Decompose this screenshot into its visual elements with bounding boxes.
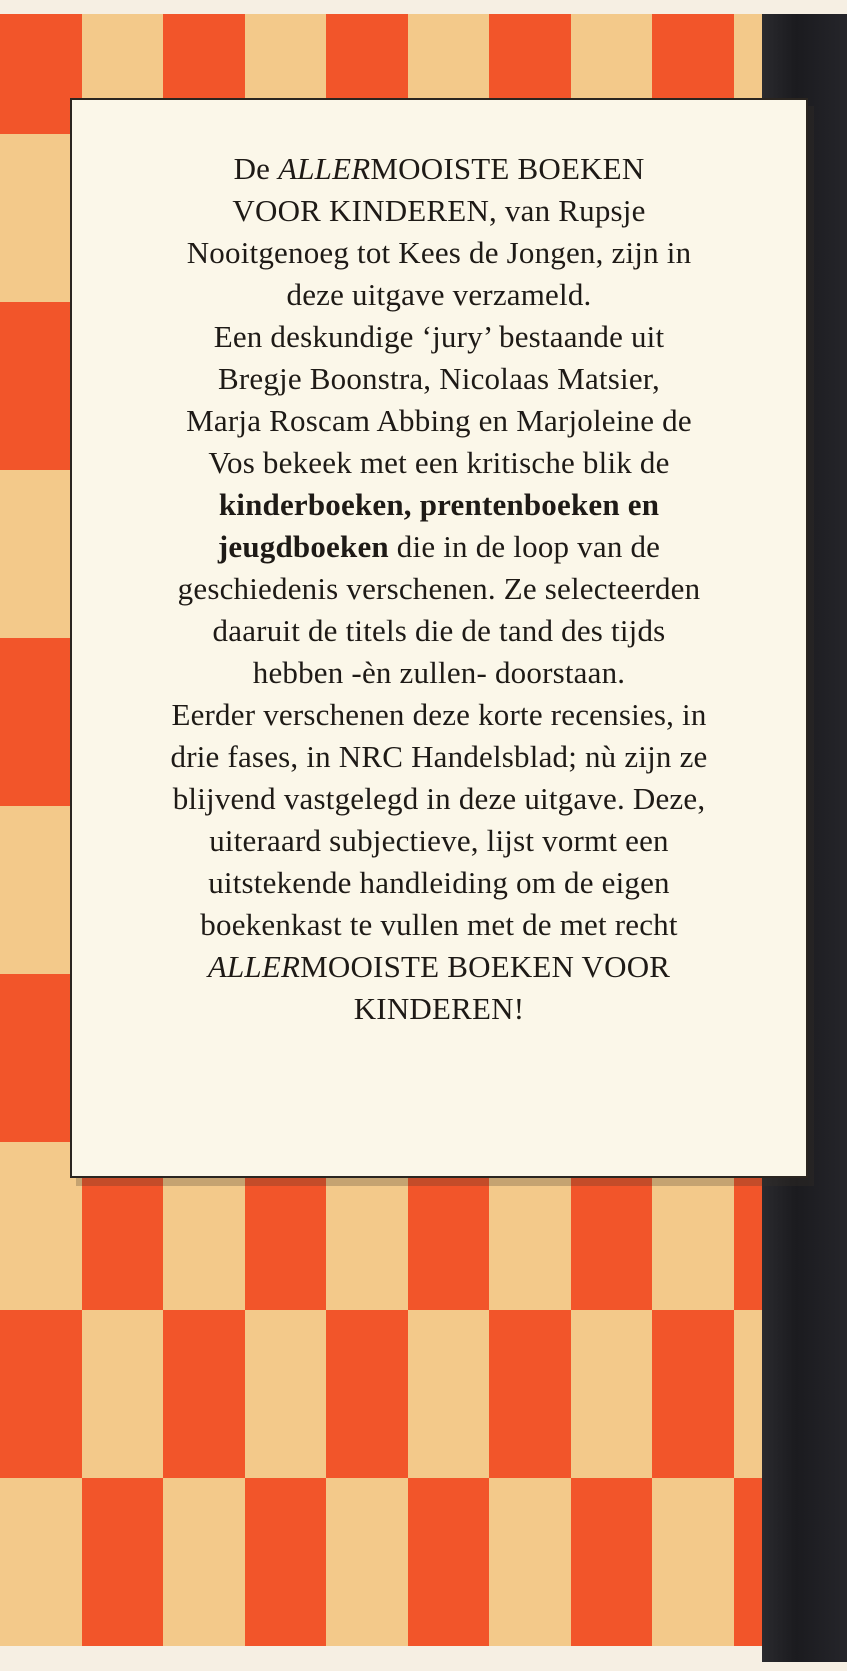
checker-square: [489, 1478, 571, 1646]
blurb-line: Marja Roscam Abbing en Marjoleine de: [186, 403, 692, 438]
blurb-line: geschiedenis verschenen. Ze selecteerden: [177, 571, 701, 606]
checker-square: [163, 1310, 245, 1478]
blurb-line: Eerder verschenen deze korte recensies, in: [171, 697, 707, 732]
blurb-line: Nooitgenoeg tot Kees de Jongen, zijn in: [186, 235, 692, 270]
blurb-italic: ALLER: [278, 151, 371, 186]
checker-square: [408, 1310, 490, 1478]
checker-square: [163, 1478, 245, 1646]
blurb-bold: jeugdboeken: [217, 529, 389, 564]
checker-square: [82, 1478, 164, 1646]
checker-square: [245, 1310, 327, 1478]
blurb-line: KINDEREN!: [353, 991, 525, 1026]
blurb-line: [112, 526, 766, 568]
checker-square: [571, 1478, 653, 1646]
blurb-line: hebben -èn zullen- doorstaan.: [252, 655, 626, 690]
blurb-line: drie fases, in NRC Handelsblad; nù zijn ze: [170, 739, 708, 774]
blurb-line: boekenkast te vullen met de met recht: [200, 907, 678, 942]
blurb-line: Een deskundige ‘jury’ bestaande uit: [213, 319, 665, 354]
checker-square: [245, 1478, 327, 1646]
blurb-line: uiteraard subjectieve, lijst vormt een: [209, 823, 669, 858]
checker-square: [326, 1310, 408, 1478]
checker-square: [0, 1478, 82, 1646]
blurb-panel: [70, 98, 808, 1178]
checker-square: [326, 1478, 408, 1646]
book-back-cover: [0, 14, 847, 1662]
blurb-text: MOOISTE BOEKEN: [370, 151, 645, 186]
checker-square: [652, 1478, 734, 1646]
blurb-line: daaruit de titels die de tand des tijds: [212, 613, 666, 648]
checker-square: [489, 1310, 571, 1478]
checker-square: [0, 1310, 82, 1478]
blurb-italic: ALLER: [207, 949, 301, 984]
checker-square: [82, 1310, 164, 1478]
blurb-text: MOOISTE BOEKEN VOOR: [300, 949, 671, 984]
blurb-line: deze uitgave verzameld.: [286, 277, 592, 312]
blurb-text: die in de loop van de: [388, 529, 661, 564]
blurb-line: [112, 946, 766, 988]
blurb-line: Bregje Boonstra, Nicolaas Matsier,: [217, 361, 661, 396]
blurb-line: VOOR KINDEREN, van Rupsje: [232, 193, 646, 228]
blurb-line: blijvend vastgelegd in deze uitgave. Deze,: [172, 781, 706, 816]
blurb-line: [112, 148, 766, 190]
blurb-line-bold: kinderboeken, prentenboeken en: [218, 487, 660, 522]
checker-square: [408, 1478, 490, 1646]
checker-square: [571, 1310, 653, 1478]
checker-square: [652, 1310, 734, 1478]
blurb-line: Vos bekeek met een kritische blik de: [208, 445, 670, 480]
blurb-line: uitstekende handleiding om de eigen: [208, 865, 670, 900]
blurb-text: De: [233, 151, 279, 186]
